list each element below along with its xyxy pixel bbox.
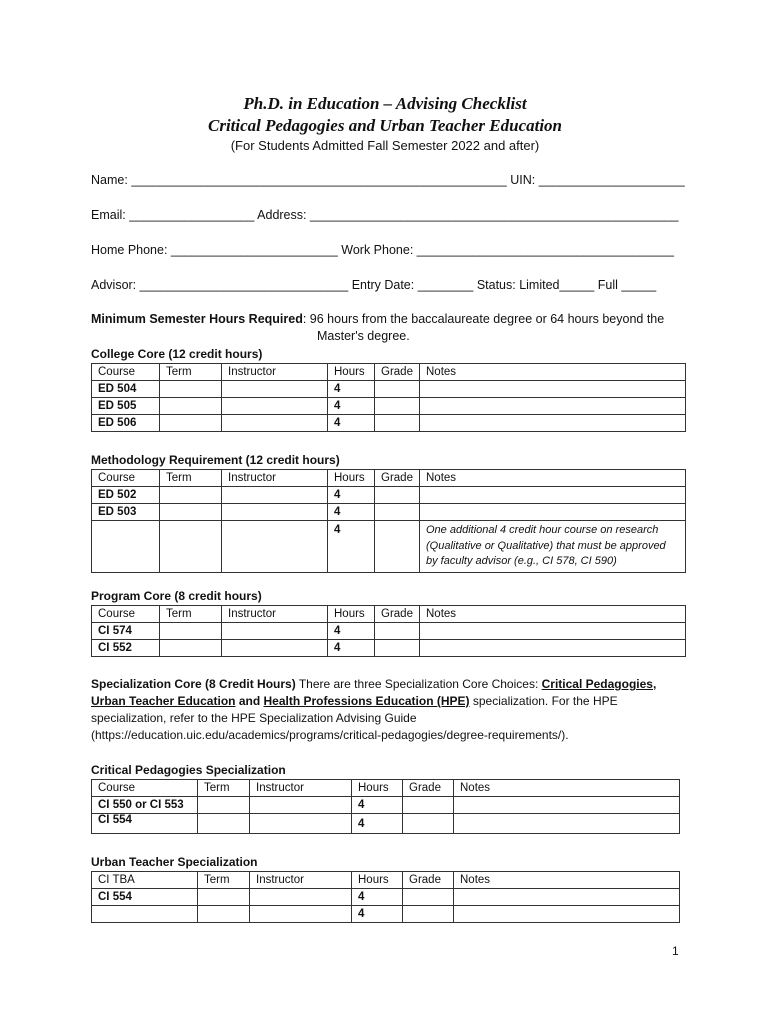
critical-pedagogies-choice: Critical Pedagogies — [541, 677, 653, 691]
minimum-hours-line — [91, 312, 664, 326]
specialization-title: Specialization Core (8 Credit Hours) — [91, 677, 296, 691]
table-row — [92, 487, 686, 504]
urban-teacher-table — [91, 871, 680, 923]
col-term: Term — [160, 364, 222, 381]
course-cell: CI 552 — [92, 640, 160, 657]
email-address-line — [91, 208, 678, 222]
col-term: Term — [198, 780, 250, 797]
specialization-text-1: There are three Specialization Core Choices: — [295, 677, 542, 691]
table-header-row — [92, 364, 686, 381]
hours-cell: 4 — [352, 889, 403, 906]
specialization-text-2: specialization. For the HPE — [469, 694, 618, 708]
grade-cell[interactable] — [403, 797, 454, 814]
grade-cell[interactable] — [375, 521, 420, 573]
grade-cell[interactable] — [375, 487, 420, 504]
status-limited-blank[interactable]: _____ — [559, 278, 595, 292]
instructor-cell[interactable] — [222, 640, 328, 657]
table-header-row — [92, 780, 680, 797]
course-cell: ED 505 — [92, 398, 160, 415]
course-cell: CI 554 — [92, 889, 198, 906]
col-hours: Hours — [352, 780, 403, 797]
document-subtitle-program: Critical Pedagogies and Urban Teacher Education — [207, 116, 563, 135]
instructor-cell[interactable] — [222, 487, 328, 504]
instructor-cell[interactable] — [222, 504, 328, 521]
col-grade: Grade — [375, 364, 420, 381]
col-instructor: Instructor — [222, 606, 328, 623]
hours-cell: 4 — [328, 640, 375, 657]
uin-label: UIN: — [510, 173, 536, 187]
term-cell[interactable] — [160, 415, 222, 432]
table-row — [92, 521, 686, 573]
hpe-choice: Health Professions Education (HPE) — [263, 694, 470, 708]
home-phone-label: Home Phone: — [91, 243, 168, 257]
critical-pedagogies-table — [91, 779, 680, 834]
table-row — [92, 814, 680, 834]
col-instructor: Instructor — [250, 780, 352, 797]
notes-cell[interactable] — [420, 398, 686, 415]
instructor-cell[interactable] — [222, 415, 328, 432]
status-full-blank[interactable]: _____ — [621, 278, 657, 292]
uin-blank[interactable]: _____________________ — [538, 173, 685, 187]
col-grade: Grade — [403, 872, 454, 889]
minimum-hours-text-2: Master's degree. — [317, 329, 410, 343]
notes-cell[interactable] — [420, 415, 686, 432]
grade-cell[interactable] — [403, 889, 454, 906]
term-cell[interactable] — [160, 521, 222, 573]
col-instructor: Instructor — [250, 872, 352, 889]
name-uin-line — [91, 173, 685, 187]
entry-date-blank[interactable]: ________ — [417, 278, 474, 292]
comma: , — [652, 677, 657, 691]
hpe-guide-link[interactable]: (https://education.uic.edu/academics/programs/critical-pedagogies/degree-requirements/). — [91, 728, 569, 742]
col-instructor: Instructor — [222, 470, 328, 487]
address-label: Address: — [257, 208, 307, 222]
grade-cell[interactable] — [403, 814, 454, 834]
col-term: Term — [160, 470, 222, 487]
table-row — [92, 415, 686, 432]
address-blank[interactable]: _____________________________________________________ — [309, 208, 679, 222]
table-row — [92, 381, 686, 398]
col-course: Course — [92, 470, 160, 487]
hours-cell: 4 — [328, 623, 375, 640]
hours-cell: 4 — [328, 415, 375, 432]
entry-date-label: Entry Date: — [351, 278, 415, 292]
table-row — [92, 797, 680, 814]
course-cell: ED 504 — [92, 381, 160, 398]
col-hours: Hours — [328, 470, 375, 487]
instructor-cell[interactable] — [250, 889, 352, 906]
col-hours: Hours — [328, 364, 375, 381]
instructor-cell[interactable] — [222, 398, 328, 415]
col-hours: Hours — [328, 606, 375, 623]
minimum-hours-label: Minimum Semester Hours Required — [91, 312, 303, 326]
and-text: and — [235, 694, 264, 708]
col-grade: Grade — [375, 470, 420, 487]
notes-cell[interactable] — [454, 814, 680, 834]
course-cell[interactable] — [92, 906, 198, 923]
notes-cell[interactable] — [454, 797, 680, 814]
table-row — [92, 623, 686, 640]
program-core-table — [91, 605, 686, 657]
document-title: Ph.D. in Education – Advising Checklist — [243, 94, 527, 113]
methodology-title: Methodology Requirement (12 credit hours) — [91, 453, 340, 467]
email-label: Email: — [91, 208, 126, 222]
grade-cell[interactable] — [375, 398, 420, 415]
status-limited-label: Status: Limited — [476, 278, 560, 292]
col-notes: Notes — [420, 470, 686, 487]
table-row — [92, 889, 680, 906]
col-grade: Grade — [375, 606, 420, 623]
term-cell[interactable] — [160, 381, 222, 398]
urban-teacher-title: Urban Teacher Specialization — [91, 855, 258, 869]
course-cell: ED 503 — [92, 504, 160, 521]
minimum-hours-text: : 96 hours from the baccalaureate degree or 64 hours beyond the — [302, 312, 665, 326]
urban-teacher-choice: Urban Teacher Education — [91, 694, 236, 708]
instructor-cell[interactable] — [222, 623, 328, 640]
phone-line — [91, 243, 674, 257]
notes-cell[interactable] — [420, 640, 686, 657]
notes-cell[interactable] — [420, 504, 686, 521]
advisor-line — [91, 278, 656, 292]
name-blank[interactable]: ______________________________________________________ — [131, 173, 507, 187]
col-term: Term — [160, 606, 222, 623]
hours-cell: 4 — [328, 398, 375, 415]
course-cell: ED 502 — [92, 487, 160, 504]
table-row — [92, 906, 680, 923]
college-core-title: College Core (12 credit hours) — [91, 347, 263, 361]
grade-cell[interactable] — [375, 504, 420, 521]
col-notes: Notes — [420, 606, 686, 623]
col-term: Term — [198, 872, 250, 889]
document-subtitle-admission: (For Students Admitted Fall Semester 2022 and after) — [230, 138, 540, 153]
notes-cell[interactable] — [420, 487, 686, 504]
col-grade: Grade — [403, 780, 454, 797]
research-course-note: One additional 4 credit hour course on research (Qualitative or Qualitative) that must be approved by faculty advisor (e.g., CI 578, CI 590) — [420, 521, 686, 573]
col-notes: Notes — [454, 872, 680, 889]
grade-cell[interactable] — [375, 415, 420, 432]
email-blank[interactable]: __________________ — [129, 208, 255, 222]
home-phone-blank[interactable]: ________________________ — [170, 243, 338, 257]
specialization-text-3: specialization, refer to the HPE Specialization Advising Guide — [91, 711, 417, 725]
hours-cell: 4 — [328, 487, 375, 504]
term-cell[interactable] — [160, 640, 222, 657]
course-cell: ED 506 — [92, 415, 160, 432]
col-course: Course — [92, 364, 160, 381]
work-phone-blank[interactable]: _____________________________________ — [416, 243, 675, 257]
hours-cell: 4 — [328, 504, 375, 521]
instructor-cell[interactable] — [222, 381, 328, 398]
col-course: Course — [92, 780, 198, 797]
notes-cell[interactable] — [420, 623, 686, 640]
term-cell[interactable] — [160, 487, 222, 504]
hours-cell: 4 — [352, 906, 403, 923]
instructor-cell[interactable] — [250, 906, 352, 923]
term-cell[interactable] — [198, 814, 250, 834]
notes-cell[interactable] — [454, 889, 680, 906]
hours-cell: 4 — [328, 521, 375, 573]
grade-cell[interactable] — [375, 640, 420, 657]
table-header-row — [92, 606, 686, 623]
term-cell[interactable] — [198, 906, 250, 923]
hours-cell: 4 — [352, 797, 403, 814]
course-cell: CI 550 or CI 553 — [92, 797, 198, 814]
term-cell[interactable] — [198, 797, 250, 814]
specialization-paragraph — [91, 676, 671, 744]
term-cell[interactable] — [198, 889, 250, 906]
advisor-label: Advisor: — [91, 278, 137, 292]
work-phone-label: Work Phone: — [341, 243, 414, 257]
table-header-row — [92, 872, 680, 889]
table-row — [92, 504, 686, 521]
grade-cell[interactable] — [403, 906, 454, 923]
status-full-label: Full — [597, 278, 618, 292]
hours-cell: 4 — [352, 814, 403, 834]
col-notes: Notes — [454, 780, 680, 797]
notes-cell[interactable] — [454, 906, 680, 923]
col-course: CI TBA — [92, 872, 198, 889]
course-cell: CI 574 — [92, 623, 160, 640]
critical-pedagogies-title: Critical Pedagogies Specialization — [91, 763, 286, 777]
course-cell: CI 554 — [92, 814, 198, 834]
name-label: Name: — [91, 173, 128, 187]
college-core-table — [91, 363, 686, 432]
methodology-table — [91, 469, 686, 573]
table-row — [92, 398, 686, 415]
program-core-title: Program Core (8 credit hours) — [91, 589, 262, 603]
col-instructor: Instructor — [222, 364, 328, 381]
table-header-row — [92, 470, 686, 487]
term-cell[interactable] — [160, 398, 222, 415]
grade-cell[interactable] — [375, 381, 420, 398]
hours-cell: 4 — [328, 381, 375, 398]
instructor-cell[interactable] — [250, 814, 352, 834]
col-hours: Hours — [352, 872, 403, 889]
col-notes: Notes — [420, 364, 686, 381]
term-cell[interactable] — [160, 504, 222, 521]
col-course: Course — [92, 606, 160, 623]
page-number: 1 — [672, 944, 679, 958]
grade-cell[interactable] — [375, 623, 420, 640]
advisor-blank[interactable]: ______________________________ — [139, 278, 349, 292]
term-cell[interactable] — [160, 623, 222, 640]
notes-cell[interactable] — [420, 381, 686, 398]
course-cell[interactable] — [92, 521, 160, 573]
instructor-cell[interactable] — [222, 521, 328, 573]
instructor-cell[interactable] — [250, 797, 352, 814]
table-row — [92, 640, 686, 657]
